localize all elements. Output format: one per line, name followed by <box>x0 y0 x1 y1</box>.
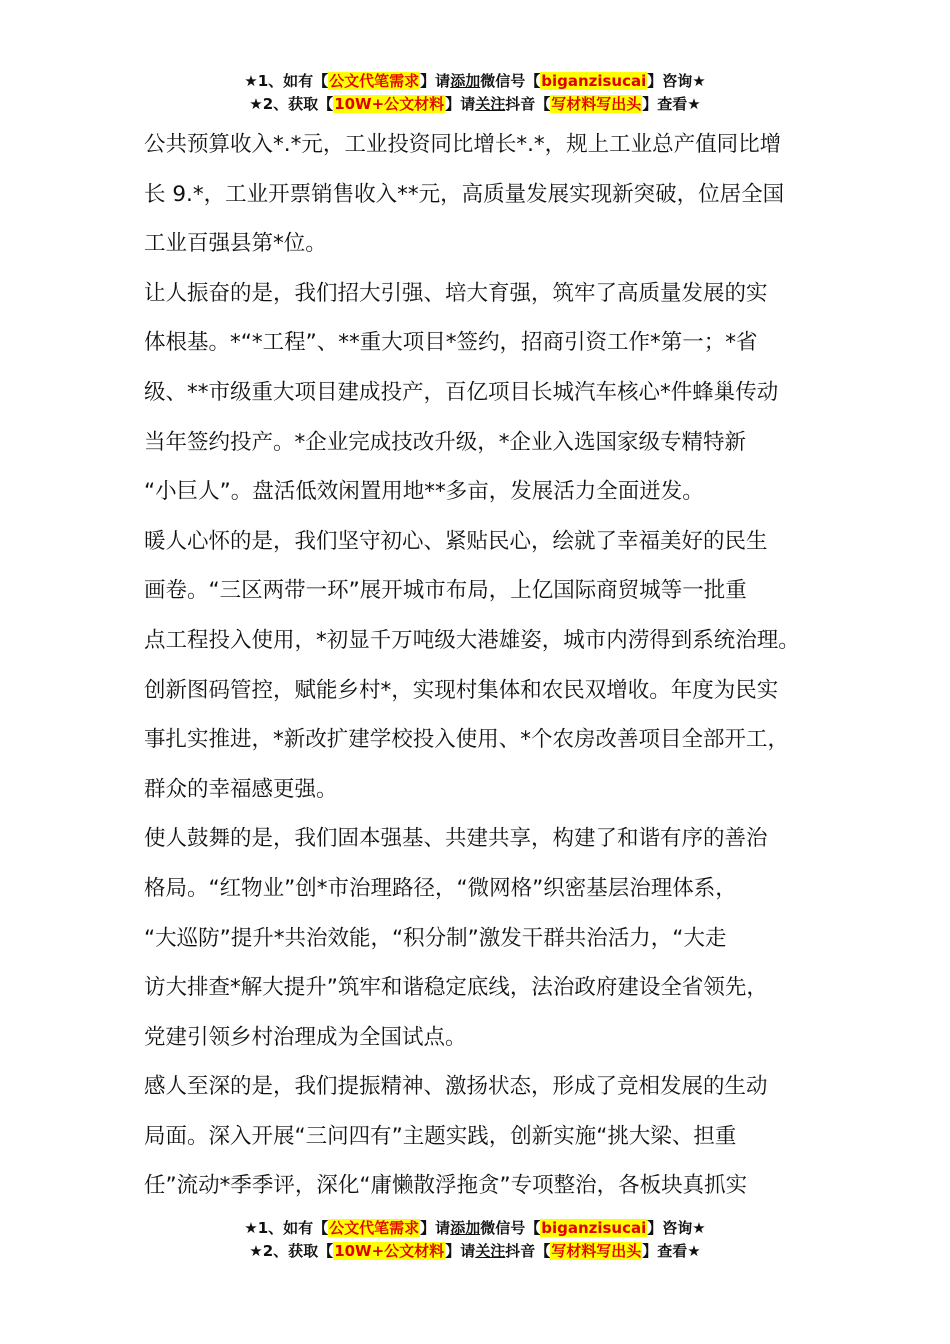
banner-text: 】请 <box>420 1219 451 1237</box>
banner-text: 】查看★ <box>642 95 701 113</box>
banner-text: 】查看★ <box>642 1242 701 1260</box>
banner-line-2 <box>0 93 950 116</box>
body-line: “小巨人”。盘活低效闲置用地**多亩，发展活力全面迸发。 <box>144 479 704 505</box>
body-line: “大巡防”提升*共治效能，“积分制”激发干群共治活力，“大走 <box>144 925 727 951</box>
body-line: 暖人心怀的是，我们坚守初心、紧贴民心，绘就了幸福美好的民生 <box>144 528 768 554</box>
banner-highlight: 公文代笔需求 <box>329 1219 420 1237</box>
banner-highlight: 公文代笔需求 <box>329 72 420 90</box>
banner-underlined-text: 添加 <box>450 72 481 90</box>
banner-text: 抖音【 <box>505 1242 551 1260</box>
banner-text: 】请 <box>445 1242 476 1260</box>
banner-highlight: 写材料写出头 <box>551 95 642 113</box>
banner-highlight: 10W+公文材料 <box>334 95 445 113</box>
body-line: 感人至深的是，我们提振精神、激扬状态，形成了竞相发展的生动 <box>144 1074 768 1100</box>
banner-text: ★2、获取【 <box>249 1242 334 1260</box>
banner-line-1 <box>0 70 950 93</box>
body-line: 局面。深入开展“三问四有”主题实践，创新实施“挑大梁、担重 <box>144 1123 737 1149</box>
banner-text: 微信号【 <box>480 72 541 90</box>
body-line: 级、**市级重大项目建成投产，百亿项目长城汽车核心*件蜂巢传动 <box>144 379 779 405</box>
banner-highlight: biganzisucai <box>541 72 647 90</box>
footer-banner <box>0 1217 950 1263</box>
banner-text: ★1、如有【 <box>244 1219 329 1237</box>
body-line: 工业百强县第*位。 <box>144 231 327 257</box>
banner-underlined-text: 关注 <box>475 95 506 113</box>
banner-highlight: biganzisucai <box>541 1219 647 1237</box>
banner-underlined-text: 添加 <box>450 1219 481 1237</box>
document-body <box>144 120 834 1211</box>
body-line: 点工程投入使用，*初显千万吨级大港雄姿，城市内涝得到系统治理。 <box>144 627 800 653</box>
banner-highlight: 10W+公文材料 <box>334 1242 445 1260</box>
body-line: 体根基。*“*工程”、**重大项目*签约，招商引资工作*第一；*省 <box>144 330 758 356</box>
body-line: 当年签约投产。*企业完成技改升级，*企业入选国家级专精特新 <box>144 429 747 455</box>
body-line: 任”流动*季季评，深化“庸懒散浮拖贪”专项整治，各板块真抓实 <box>144 1173 748 1199</box>
body-line: 访大排查*解大提升”筑牢和谐稳定底线，法治政府建设全省领先， <box>144 975 768 1001</box>
banner-text: 】咨询★ <box>647 72 706 90</box>
banner-text: 微信号【 <box>480 1219 541 1237</box>
body-line: 事扎实推进，*新改扩建学校投入使用、*个农房改善项目全部开工， <box>144 727 790 753</box>
body-line: 群众的幸福感更强。 <box>144 776 338 802</box>
banner-text: 】请 <box>420 72 451 90</box>
body-line: 画卷。“三区两带一环”展开城市布局，上亿国际商贸城等一批重 <box>144 578 747 604</box>
body-line: 创新图码管控，赋能乡村*，实现村集体和农民双增收。年度为民实 <box>144 677 779 703</box>
banner-underlined-text: 关注 <box>475 1242 506 1260</box>
body-line: 让人振奋的是，我们招大引强、培大育强，筑牢了高质量发展的实 <box>144 280 768 306</box>
banner-text: 】请 <box>445 95 476 113</box>
banner-text: ★2、获取【 <box>249 95 334 113</box>
banner-text: 抖音【 <box>505 95 551 113</box>
banner-text: 】咨询★ <box>647 1219 706 1237</box>
body-line: 使人鼓舞的是，我们固本强基、共建共享，构建了和谐有序的善治 <box>144 826 768 852</box>
banner-line-2 <box>0 1240 950 1263</box>
body-line: 格局。“红物业”创*市治理路径，“微网格”织密基层治理体系， <box>144 875 737 901</box>
header-banner <box>0 70 950 116</box>
banner-line-1 <box>0 1217 950 1240</box>
banner-highlight: 写材料写出头 <box>551 1242 642 1260</box>
body-line: 长 9.*，工业开票销售收入**元，高质量发展实现新突破，位居全国 <box>144 181 785 207</box>
body-line: 党建引领乡村治理成为全国试点。 <box>144 1024 467 1050</box>
banner-text: ★1、如有【 <box>244 72 329 90</box>
body-line: 公共预算收入*.*元，工业投资同比增长*.*，规上工业总产值同比增 <box>144 132 782 157</box>
